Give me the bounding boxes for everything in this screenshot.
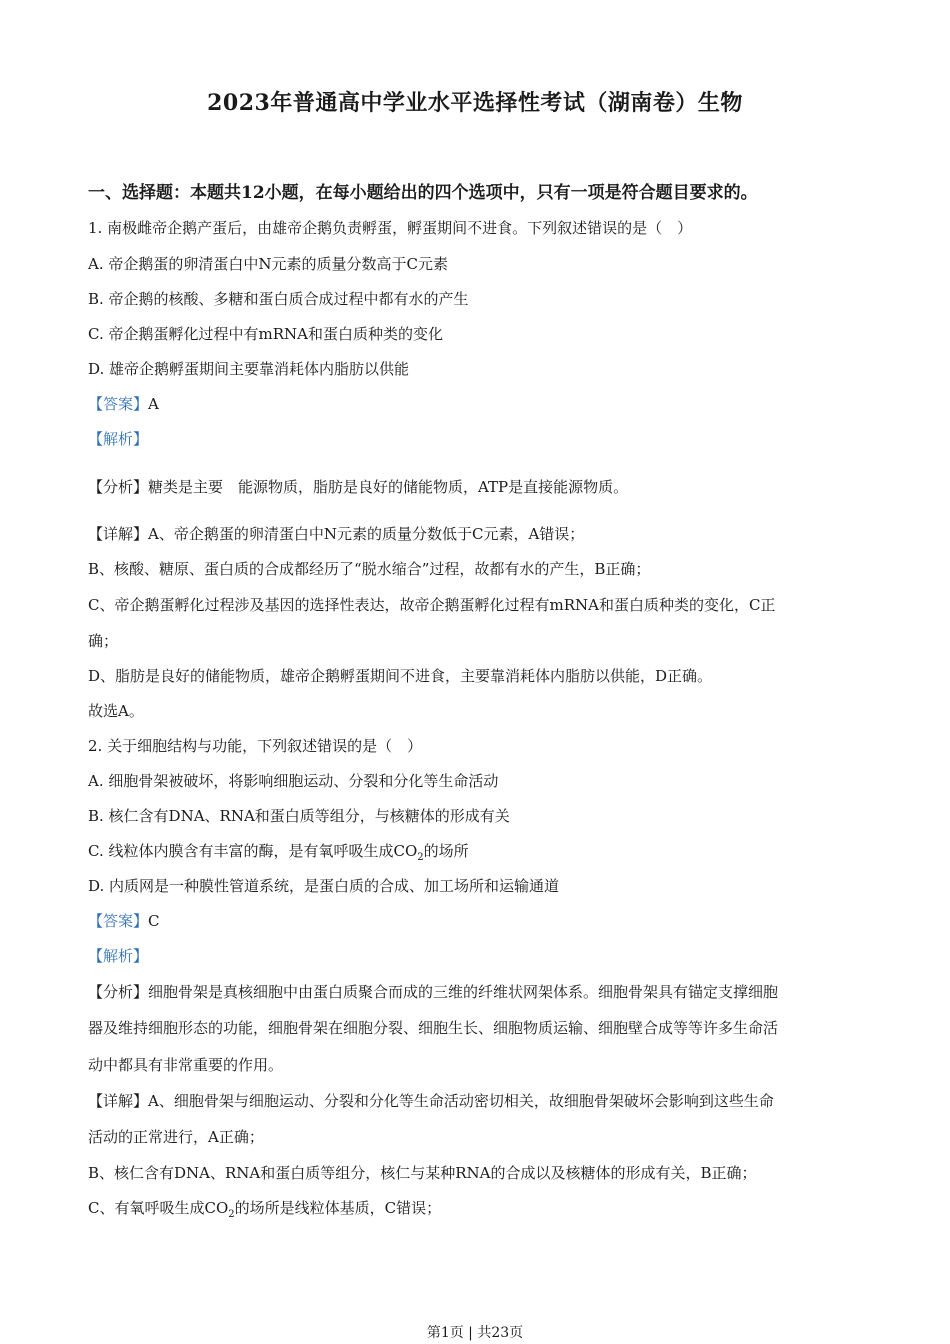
q2-option-c-tail: 的场所 (423, 842, 469, 860)
xiangjie-label: 【详解】 (88, 525, 149, 543)
analysis-label: 【解析】 (88, 947, 149, 965)
q1-option-d: D. 雄帝企鹅孵蛋期间主要靠消耗体内脂肪以供能 (88, 360, 410, 378)
q2-detail-b: B、核仁含有DNA、RNA和蛋白质等组分，核仁与某种RNA的合成以及核糖体的形成有关，B正确； (88, 1164, 757, 1182)
q2-fenxi-cont2: 动中都具有非常重要的作用。 (88, 1056, 284, 1074)
q1-conclusion: 故选A。 (88, 702, 144, 720)
fenxi-label: 【分析】 (88, 478, 149, 496)
q1-fenxi-text: 糖类是主要 能源物质，脂肪是良好的储能物质，ATP是直接能源物质。 (148, 478, 629, 496)
q1-option-c: C. 帝企鹅蛋孵化过程中有mRNA和蛋白质种类的变化 (88, 325, 443, 343)
q2-answer (88, 910, 160, 931)
page-title: 2023年普通高中学业水平选择性考试（湖南卷）生物 (207, 90, 743, 116)
answer-label: 【答案】 (88, 912, 149, 930)
fenxi-label: 【分析】 (88, 983, 149, 1001)
answer-label: 【答案】 (88, 395, 149, 413)
q1-option-b: B. 帝企鹅的核酸、多糖和蛋白质合成过程中都有水的产生 (88, 290, 469, 308)
q2-option-d: D. 内质网是一种膜性管道系统，是蛋白质的合成、加工场所和运输通道 (88, 877, 560, 895)
q2-detail-a-cont: 活动的正常进行，A正确； (88, 1128, 264, 1146)
q1-detail-a-text: A、帝企鹅蛋的卵清蛋白中N元素的质量分数低于C元素，A错误； (148, 525, 585, 543)
q1-stem: 1. 南极雌帝企鹅产蛋后，由雄帝企鹅负责孵蛋，孵蛋期间不进食。下列叙述错误的是（ ） (88, 219, 693, 237)
q1-detail-c: C、帝企鹅蛋孵化过程涉及基因的选择性表达，故帝企鹅蛋孵化过程有mRNA和蛋白质种类的变化，C正 (88, 596, 776, 614)
q1-answer-value: A (148, 395, 159, 413)
q2-stem: 2. 关于细胞结构与功能，下列叙述错误的是（ ） (88, 737, 423, 755)
q2-analysis-label (88, 945, 148, 966)
q2-detail-c-sub: 2 (228, 1209, 235, 1220)
q2-answer-value: C (148, 912, 160, 930)
section-heading: 一、选择题：本题共12小题，在每小题给出的四个选项中，只有一项是符合题目要求的。 (88, 183, 758, 203)
q2-fenxi-cont1: 器及维持细胞形态的功能，细胞骨架在细胞分裂、细胞生长、细胞物质运输、细胞壁合成等等许多生命活 (88, 1019, 779, 1037)
page-footer: 第1页 | 共23页 (426, 1325, 524, 1341)
analysis-label: 【解析】 (88, 430, 149, 448)
q1-option-a: A. 帝企鹅蛋的卵清蛋白中N元素的质量分数高于C元素 (88, 255, 448, 273)
q2-option-b: B. 核仁含有DNA、RNA和蛋白质等组分，与核糖体的形成有关 (88, 807, 510, 825)
q2-detail-c-text: C、有氧呼吸生成CO (88, 1199, 229, 1217)
q1-detail-d: D、脂肪是良好的储能物质，雄帝企鹅孵蛋期间不进食，主要靠消耗体内脂肪以供能，D正确。 (88, 667, 713, 685)
q2-option-a: A. 细胞骨架被破坏，将影响细胞运动、分裂和分化等生命活动 (88, 772, 499, 790)
q2-detail-a (88, 1090, 774, 1111)
q2-fenxi-text: 细胞骨架是真核细胞中由蛋白质聚合而成的三维的纤维状网架体系。细胞骨架具有锚定支撑细胞 (148, 983, 779, 1001)
xiangjie-label: 【详解】 (88, 1092, 149, 1110)
q1-fenxi (88, 476, 628, 497)
q2-detail-a-text: A、细胞骨架与细胞运动、分裂和分化等生命活动密切相关，故细胞骨架破坏会影响到这些生命 (148, 1092, 774, 1110)
q2-option-c-sub: 2 (417, 852, 424, 863)
q1-detail-a (88, 523, 584, 544)
q2-fenxi (88, 981, 778, 1002)
q2-detail-c (88, 1197, 441, 1220)
q1-analysis-label (88, 428, 148, 449)
q1-detail-c-cont: 确； (88, 632, 119, 650)
q2-detail-c-tail: 的场所是线粒体基质，C错误； (234, 1199, 442, 1217)
q1-answer (88, 393, 159, 414)
q2-option-c-text: C. 线粒体内膜含有丰富的酶，是有氧呼吸生成CO (88, 842, 418, 860)
q1-detail-b: B、核酸、糖原、蛋白质的合成都经历了“脱水缩合”过程，故都有水的产生，B正确； (88, 560, 651, 578)
q2-option-c (88, 840, 469, 863)
